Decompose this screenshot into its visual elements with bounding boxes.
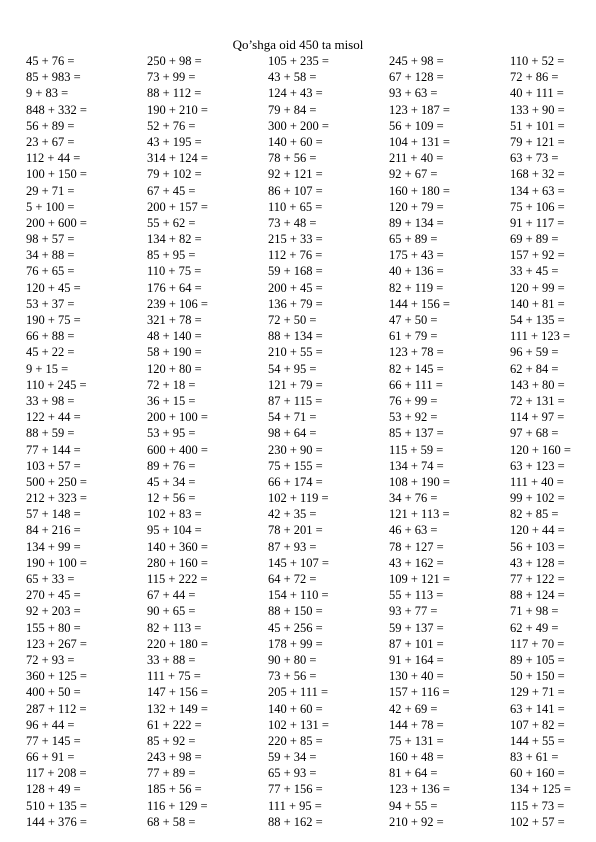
problem-item: 134 + 82 = — [147, 232, 202, 247]
problem-item: 50 + 150 = — [510, 669, 565, 684]
problem-item: 87 + 93 = — [268, 539, 317, 554]
problem-item: 79 + 84 = — [268, 102, 317, 117]
problem-item: 93 + 77 = — [389, 604, 438, 619]
problem-item: 77 + 145 = — [26, 733, 81, 748]
problem-item: 46 + 63 = — [389, 523, 438, 538]
problem-item: 205 + 111 = — [268, 685, 329, 700]
problem-item: 61 + 222 = — [147, 717, 202, 732]
problem-item: 134 + 125 = — [510, 782, 571, 797]
problem-item: 239 + 106 = — [147, 296, 208, 311]
problem-item: 98 + 64 = — [268, 426, 317, 441]
problem-item: 72 + 93 = — [26, 652, 75, 667]
problem-item: 42 + 35 = — [268, 507, 317, 522]
problem-item: 67 + 45 = — [147, 183, 196, 198]
problem-item: 36 + 15 = — [147, 393, 196, 408]
problem-item: 45 + 34 = — [147, 474, 196, 489]
problem-item: 53 + 92 = — [389, 410, 438, 425]
problem-item: 53 + 37 = — [26, 296, 75, 311]
problem-item: 95 + 104 = — [147, 523, 202, 538]
problem-item: 144 + 55 = — [510, 733, 565, 748]
problem-item: 112 + 76 = — [268, 248, 323, 263]
problem-item: 90 + 80 = — [268, 652, 317, 667]
problem-item: 129 + 71 = — [510, 685, 565, 700]
problem-item: 134 + 63 = — [510, 183, 565, 198]
problem-item: 47 + 50 = — [389, 313, 438, 327]
problem-item: 88 + 134 = — [268, 329, 323, 344]
problem-item: 287 + 112 = — [26, 701, 87, 716]
problem-item: 89 + 76 = — [147, 458, 196, 473]
problem-item: 105 + 235 = — [268, 54, 329, 68]
problem-item: 33 + 45 = — [510, 264, 559, 279]
page-title: Qo’shga oid 450 ta misol — [232, 37, 364, 52]
problem-item: 91 + 164 = — [389, 652, 444, 667]
problem-item: 123 + 136 = — [389, 782, 450, 797]
problem-item: 9 + 83 = — [26, 86, 69, 101]
problem-item: 848 + 332 = — [26, 102, 87, 117]
problem-item: 245 + 98 = — [389, 54, 444, 68]
problem-item: 154 + 110 = — [268, 588, 329, 603]
problem-item: 86 + 107 = — [268, 183, 323, 198]
problem-item: 92 + 67 = — [389, 167, 438, 182]
problem-item: 90 + 65 = — [147, 604, 196, 619]
problem-column — [268, 53, 389, 830]
problem-item: 140 + 60 = — [268, 134, 323, 149]
problem-item: 144 + 78 = — [389, 717, 444, 732]
problem-item: 300 + 200 = — [268, 118, 329, 133]
problem-item: 65 + 89 = — [389, 232, 438, 247]
problem-item: 88 + 124 = — [510, 588, 565, 603]
problem-item: 400 + 50 = — [26, 685, 81, 700]
problem-item: 83 + 61 = — [510, 750, 559, 765]
problem-item: 55 + 113 = — [389, 588, 444, 603]
problem-column — [147, 53, 268, 830]
problem-item: 157 + 116 = — [389, 685, 450, 700]
problem-item: 104 + 131 = — [389, 134, 450, 149]
problem-item: 33 + 98 = — [26, 393, 75, 408]
problem-item: 120 + 99 = — [510, 280, 565, 295]
problem-item: 60 + 160 = — [510, 766, 565, 781]
problem-item: 220 + 85 = — [268, 733, 323, 748]
problem-item: 62 + 84 = — [510, 361, 559, 376]
problem-item: 115 + 73 = — [510, 798, 565, 813]
problem-item: 51 + 101 = — [510, 118, 565, 133]
problem-item: 88 + 59 = — [26, 426, 75, 441]
problem-item: 121 + 79 = — [268, 377, 323, 392]
problem-item: 67 + 128 = — [389, 70, 444, 85]
problem-item: 78 + 127 = — [389, 539, 444, 554]
problem-item: 212 + 323 = — [26, 491, 87, 506]
problem-item: 600 + 400 = — [147, 442, 208, 457]
problem-item: 500 + 250 = — [26, 474, 87, 489]
problem-item: 33 + 88 = — [147, 652, 196, 667]
problem-item: 220 + 180 = — [147, 636, 208, 651]
problem-item: 102 + 119 = — [268, 491, 329, 506]
problem-item: 92 + 121 = — [268, 167, 323, 182]
problem-item: 59 + 34 = — [268, 750, 317, 765]
problem-item: 43 + 195 = — [147, 134, 202, 149]
problem-item: 97 + 68 = — [510, 426, 559, 441]
problem-item: 61 + 79 = — [389, 329, 438, 344]
problem-item: 121 + 113 = — [389, 507, 450, 522]
problem-item: 117 + 208 = — [26, 766, 87, 781]
problem-item: 314 + 124 = — [147, 151, 208, 166]
problem-item: 116 + 129 = — [147, 798, 208, 813]
problem-item: 136 + 79 = — [268, 296, 323, 311]
problem-column — [389, 53, 510, 830]
problem-item: 66 + 111 = — [389, 377, 443, 392]
problem-item: 109 + 121 = — [389, 572, 450, 586]
problem-item: 123 + 187 = — [389, 102, 450, 117]
problem-item: 85 + 95 = — [147, 248, 196, 263]
problem-item: 56 + 89 = — [26, 118, 75, 133]
problem-item: 66 + 174 = — [268, 474, 323, 489]
problem-item: 40 + 136 = — [389, 264, 444, 279]
problem-item: 73 + 56 = — [268, 669, 317, 684]
problem-item: 115 + 59 = — [389, 442, 444, 457]
problem-item: 82 + 119 = — [389, 280, 444, 295]
problem-item: 89 + 105 = — [510, 652, 565, 667]
problem-item: 128 + 49 = — [26, 782, 81, 797]
problem-item: 43 + 58 = — [268, 70, 317, 85]
problem-item: 42 + 69 = — [389, 701, 438, 716]
problem-item: 76 + 99 = — [389, 393, 438, 408]
problem-item: 79 + 121 = — [510, 134, 565, 149]
problem-item: 110 + 245 = — [26, 377, 87, 392]
problem-item: 73 + 48 = — [268, 215, 317, 230]
problem-item: 72 + 50 = — [268, 313, 317, 327]
problem-item: 200 + 100 = — [147, 410, 208, 425]
problem-item: 98 + 57 = — [26, 232, 75, 247]
problem-item: 34 + 76 = — [389, 491, 438, 506]
problem-item: 12 + 56 = — [147, 491, 196, 506]
problem-item: 54 + 71 = — [268, 410, 317, 425]
problem-item: 45 + 76 = — [26, 54, 75, 68]
problem-item: 134 + 99 = — [26, 539, 81, 554]
problem-item: 88 + 162 = — [268, 814, 323, 829]
problem-item: 111 + 95 = — [268, 798, 322, 813]
problem-item: 75 + 131 = — [389, 733, 444, 748]
problem-item: 175 + 43 = — [389, 248, 444, 263]
problem-item: 45 + 256 = — [268, 620, 323, 635]
problem-item: 243 + 98 = — [147, 750, 202, 765]
problem-item: 63 + 141 = — [510, 701, 565, 716]
problem-item: 145 + 107 = — [268, 555, 329, 570]
problem-item: 120 + 44 = — [510, 523, 565, 538]
problem-item: 59 + 137 = — [389, 620, 444, 635]
problem-item: 77 + 89 = — [147, 766, 196, 781]
problem-item: 140 + 360 = — [147, 539, 208, 554]
problem-item: 87 + 101 = — [389, 636, 444, 651]
problem-item: 210 + 55 = — [268, 345, 323, 360]
problem-item: 115 + 222 = — [147, 572, 208, 586]
problem-column — [26, 53, 147, 830]
problem-item: 123 + 267 = — [26, 636, 87, 651]
problem-item: 82 + 145 = — [389, 361, 444, 376]
problem-item: 510 + 135 = — [26, 798, 87, 813]
problem-item: 57 + 148 = — [26, 507, 81, 522]
problem-item: 77 + 156 = — [268, 782, 323, 797]
problem-item: 96 + 59 = — [510, 345, 559, 360]
problem-item: 200 + 600 = — [26, 215, 87, 230]
problem-item: 190 + 100 = — [26, 555, 87, 570]
problem-item: 72 + 131 = — [510, 393, 565, 408]
problem-item: 120 + 79 = — [389, 199, 444, 214]
problem-item: 176 + 64 = — [147, 280, 202, 295]
problem-item: 77 + 122 = — [510, 572, 565, 586]
problem-item: 211 + 40 = — [389, 151, 444, 166]
problem-item: 62 + 49 = — [510, 620, 559, 635]
problem-item: 230 + 90 = — [268, 442, 323, 457]
problem-item: 88 + 150 = — [268, 604, 323, 619]
problem-item: 82 + 85 = — [510, 507, 559, 522]
problem-item: 43 + 162 = — [389, 555, 444, 570]
problem-item: 48 + 140 = — [147, 329, 202, 344]
problem-item: 85 + 137 = — [389, 426, 444, 441]
problem-item: 321 + 78 = — [147, 313, 202, 327]
problem-item: 52 + 76 = — [147, 118, 196, 133]
problem-item: 144 + 156 = — [389, 296, 450, 311]
problem-item: 110 + 65 = — [268, 199, 323, 214]
problem-item: 88 + 112 = — [147, 86, 202, 101]
problem-item: 72 + 86 = — [510, 70, 559, 85]
problem-item: 9 + 15 = — [26, 361, 69, 376]
problem-item: 66 + 88 = — [26, 329, 75, 344]
problem-item: 75 + 155 = — [268, 458, 323, 473]
problem-item: 54 + 95 = — [268, 361, 317, 376]
problem-item: 40 + 111 = — [510, 86, 564, 101]
problem-item: 84 + 216 = — [26, 523, 81, 538]
problem-item: 143 + 80 = — [510, 377, 565, 392]
problem-item: 250 + 98 = — [147, 54, 202, 68]
problem-item: 63 + 123 = — [510, 458, 565, 473]
problem-item: 23 + 67 = — [26, 134, 75, 149]
problem-item: 117 + 70 = — [510, 636, 565, 651]
problem-item: 45 + 22 = — [26, 345, 75, 360]
problem-item: 185 + 56 = — [147, 782, 202, 797]
problem-item: 85 + 983 = — [26, 70, 81, 85]
problem-item: 134 + 74 = — [389, 458, 444, 473]
problem-item: 130 + 40 = — [389, 669, 444, 684]
problem-item: 123 + 78 = — [389, 345, 444, 360]
problem-item: 111 + 123 = — [510, 329, 571, 344]
problem-item: 160 + 180 = — [389, 183, 450, 198]
problem-item: 92 + 203 = — [26, 604, 81, 619]
problem-item: 93 + 63 = — [389, 86, 438, 101]
problem-item: 155 + 80 = — [26, 620, 81, 635]
problem-item: 65 + 93 = — [268, 766, 317, 781]
problem-item: 190 + 75 = — [26, 313, 81, 327]
problem-item: 56 + 109 = — [389, 118, 444, 133]
problem-item: 68 + 58 = — [147, 814, 196, 829]
problem-item: 65 + 33 = — [26, 572, 75, 586]
problem-item: 53 + 95 = — [147, 426, 196, 441]
problems-grid — [26, 53, 596, 830]
problem-item: 190 + 210 = — [147, 102, 208, 117]
problem-item: 107 + 82 = — [510, 717, 565, 732]
problem-item: 102 + 57 = — [510, 814, 565, 829]
problem-item: 76 + 65 = — [26, 264, 75, 279]
problem-item: 102 + 83 = — [147, 507, 202, 522]
problem-item: 147 + 156 = — [147, 685, 208, 700]
problem-item: 160 + 48 = — [389, 750, 444, 765]
problem-item: 94 + 55 = — [389, 798, 438, 813]
problem-item: 43 + 128 = — [510, 555, 565, 570]
problem-item: 54 + 135 = — [510, 313, 565, 327]
problem-item: 63 + 73 = — [510, 151, 559, 166]
problem-item: 210 + 92 = — [389, 814, 444, 829]
problem-item: 132 + 149 = — [147, 701, 208, 716]
problem-item: 79 + 102 = — [147, 167, 202, 182]
problem-item: 103 + 57 = — [26, 458, 81, 473]
problem-item: 71 + 98 = — [510, 604, 559, 619]
problem-item: 280 + 160 = — [147, 555, 208, 570]
problem-item: 114 + 97 = — [510, 410, 565, 425]
problem-item: 157 + 92 = — [510, 248, 565, 263]
problem-item: 133 + 90 = — [510, 102, 565, 117]
problem-item: 122 + 44 = — [26, 410, 81, 425]
problem-item: 64 + 72 = — [268, 572, 317, 586]
problem-item: 99 + 102 = — [510, 491, 565, 506]
problem-item: 91 + 117 = — [510, 215, 565, 230]
problem-item: 110 + 52 = — [510, 54, 565, 68]
problem-item: 96 + 44 = — [26, 717, 75, 732]
problem-item: 144 + 376 = — [26, 814, 87, 829]
problem-item: 58 + 190 = — [147, 345, 202, 360]
problem-item: 140 + 81 = — [510, 296, 565, 311]
problem-item: 200 + 157 = — [147, 199, 208, 214]
problem-item: 108 + 190 = — [389, 474, 450, 489]
problem-item: 178 + 99 = — [268, 636, 323, 651]
problem-item: 67 + 44 = — [147, 588, 196, 603]
problem-item: 87 + 115 = — [268, 393, 323, 408]
problem-item: 29 + 71 = — [26, 183, 75, 198]
problem-item: 81 + 64 = — [389, 766, 438, 781]
problem-item: 59 + 168 = — [268, 264, 323, 279]
problem-item: 75 + 106 = — [510, 199, 565, 214]
problem-item: 77 + 144 = — [26, 442, 81, 457]
problem-item: 111 + 75 = — [147, 669, 201, 684]
problem-item: 5 + 100 = — [26, 199, 75, 214]
problem-item: 124 + 43 = — [268, 86, 323, 101]
problem-item: 73 + 99 = — [147, 70, 196, 85]
problem-item: 168 + 32 = — [510, 167, 565, 182]
problem-item: 89 + 134 = — [389, 215, 444, 230]
problem-item: 72 + 18 = — [147, 377, 196, 392]
problem-item: 120 + 160 = — [510, 442, 571, 457]
problem-item: 78 + 56 = — [268, 151, 317, 166]
problem-item: 82 + 113 = — [147, 620, 202, 635]
problem-item: 200 + 45 = — [268, 280, 323, 295]
problem-item: 111 + 40 = — [510, 474, 564, 489]
problem-item: 102 + 131 = — [268, 717, 329, 732]
problem-item: 56 + 103 = — [510, 539, 565, 554]
problem-item: 55 + 62 = — [147, 215, 196, 230]
problem-item: 140 + 60 = — [268, 701, 323, 716]
problem-column — [510, 53, 596, 830]
problem-item: 66 + 91 = — [26, 750, 75, 765]
problem-item: 34 + 88 = — [26, 248, 75, 263]
problem-item: 78 + 201 = — [268, 523, 323, 538]
problem-item: 215 + 33 = — [268, 232, 323, 247]
problem-item: 69 + 89 = — [510, 232, 559, 247]
problem-item: 120 + 80 = — [147, 361, 202, 376]
problem-item: 100 + 150 = — [26, 167, 87, 182]
problem-item: 360 + 125 = — [26, 669, 87, 684]
problem-item: 270 + 45 = — [26, 588, 81, 603]
problem-item: 112 + 44 = — [26, 151, 81, 166]
problem-item: 85 + 92 = — [147, 733, 196, 748]
problem-item: 120 + 45 = — [26, 280, 81, 295]
problem-item: 110 + 75 = — [147, 264, 202, 279]
